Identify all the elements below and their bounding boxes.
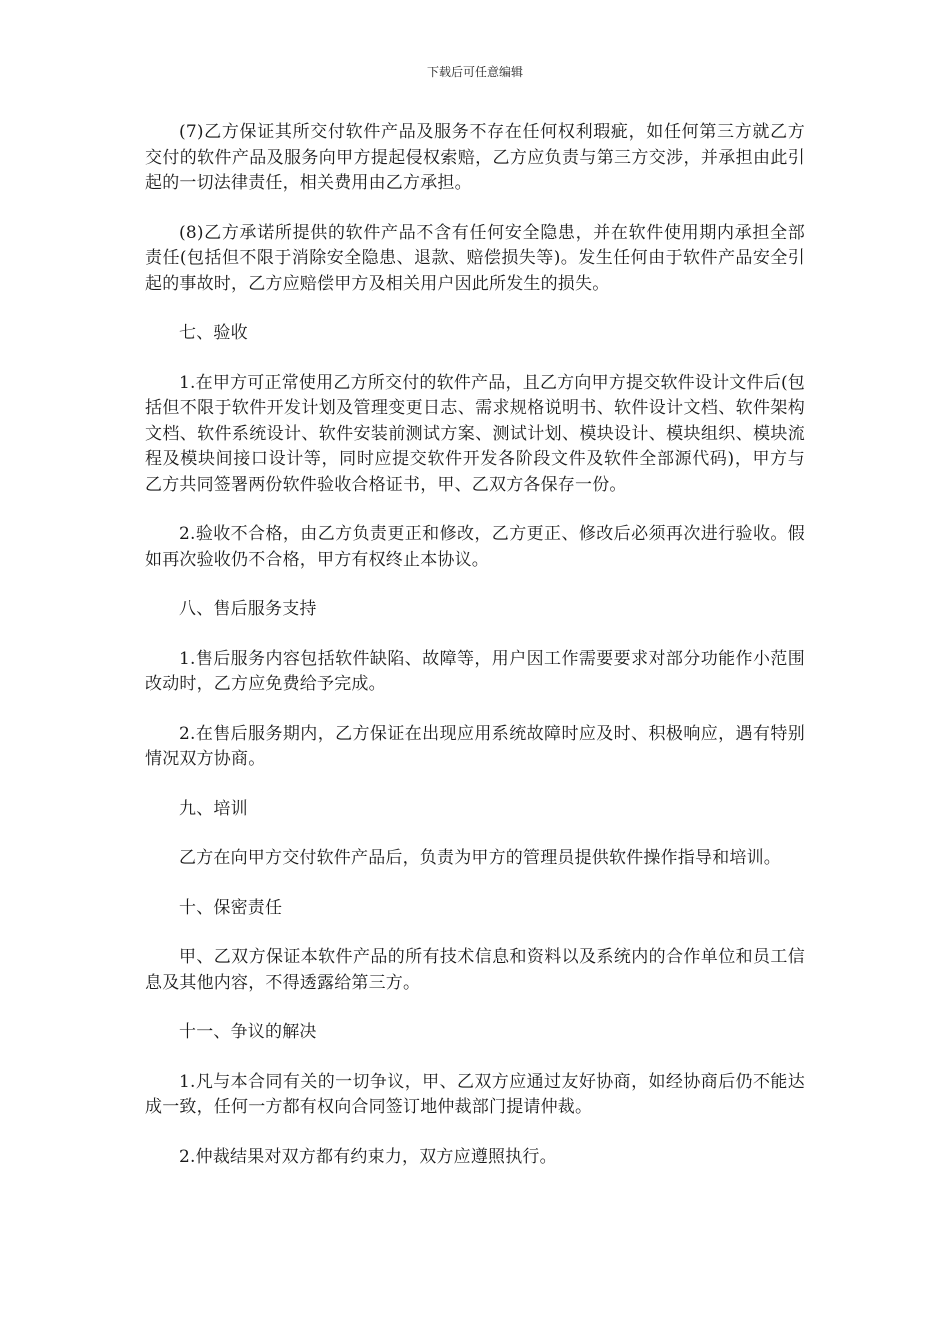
acceptance-item-1: 1.在甲方可正常使用乙方所交付的软件产品，且乙方向甲方提交软件设计文件后(包括但不限于软件开发计划及管理变更日志、需求规格说明书、软件设计文档、软件架构文档、软件系统设计、软件安装前测试方案、测试计划、模块设计、模块组织、模块流程及模块间接口设计等，同时应提交软件开发各阶段文件及软件全部源代码)，甲方与乙方共同签署两份软件验收合格证书，甲、乙双方各保存一份。	[145, 372, 805, 495]
clause-8-paragraph: (8)乙方承诺所提供的软件产品不含有任何安全隐患，并在软件使用期内承担全部责任(包括但不限于消除安全隐患、退款、赔偿损失等)。发生任何由于软件产品安全引起的事故时，乙方应赔偿甲方及相关用户因此所发生的损失。	[145, 222, 805, 294]
section-heading-training: 九、培训	[179, 798, 248, 819]
after-sales-item-2: 2.在售后服务期内，乙方保证在出现应用系统故障时应及时、积极响应，遇有特别情况双方协商。	[145, 723, 805, 769]
acceptance-item-2: 2.验收不合格，由乙方负责更正和修改，乙方更正、修改后必须再次进行验收。假如再次验收仍不合格，甲方有权终止本协议。	[145, 524, 805, 570]
section-heading-confidentiality: 十、保密责任	[179, 897, 283, 918]
page-header: 下载后可任意编辑	[426, 65, 523, 79]
dispute-item-1: 1.凡与本合同有关的一切争议，甲、乙双方应通过友好协商，如经协商后仍不能达成一致，任何一方都有权向合同签订地仲裁部门提请仲裁。	[145, 1071, 805, 1117]
training-paragraph: 乙方在向甲方交付软件产品后，负责为甲方的管理员提供软件操作指导和培训。	[179, 848, 781, 868]
section-heading-after-sales: 八、售后服务支持	[179, 599, 317, 619]
clause-7-paragraph: (7)乙方保证其所交付软件产品及服务不存在任何权利瑕疵，如任何第三方就乙方交付的软件产品及服务向甲方提起侵权索赔，乙方应负责与第三方交涉，并承担由此引起的一切法律责任，相关费用由乙方承担。	[145, 122, 805, 193]
after-sales-item-1: 1.售后服务内容包括软件缺陷、故障等，用户因工作需要要求对部分功能作小范围改动时，乙方应免费给予完成。	[145, 648, 805, 694]
document-body	[145, 120, 805, 1170]
section-heading-acceptance: 七、验收	[179, 323, 248, 343]
section-heading-dispute: 十一、争议的解决	[179, 1022, 317, 1042]
confidentiality-paragraph: 甲、乙双方保证本软件产品的所有技术信息和资料以及系统内的合作单位和员工信息及其他内容，不得透露给第三方。	[145, 947, 805, 993]
dispute-item-2: 2.仲裁结果对双方都有约束力，双方应遵照执行。	[179, 1146, 557, 1167]
